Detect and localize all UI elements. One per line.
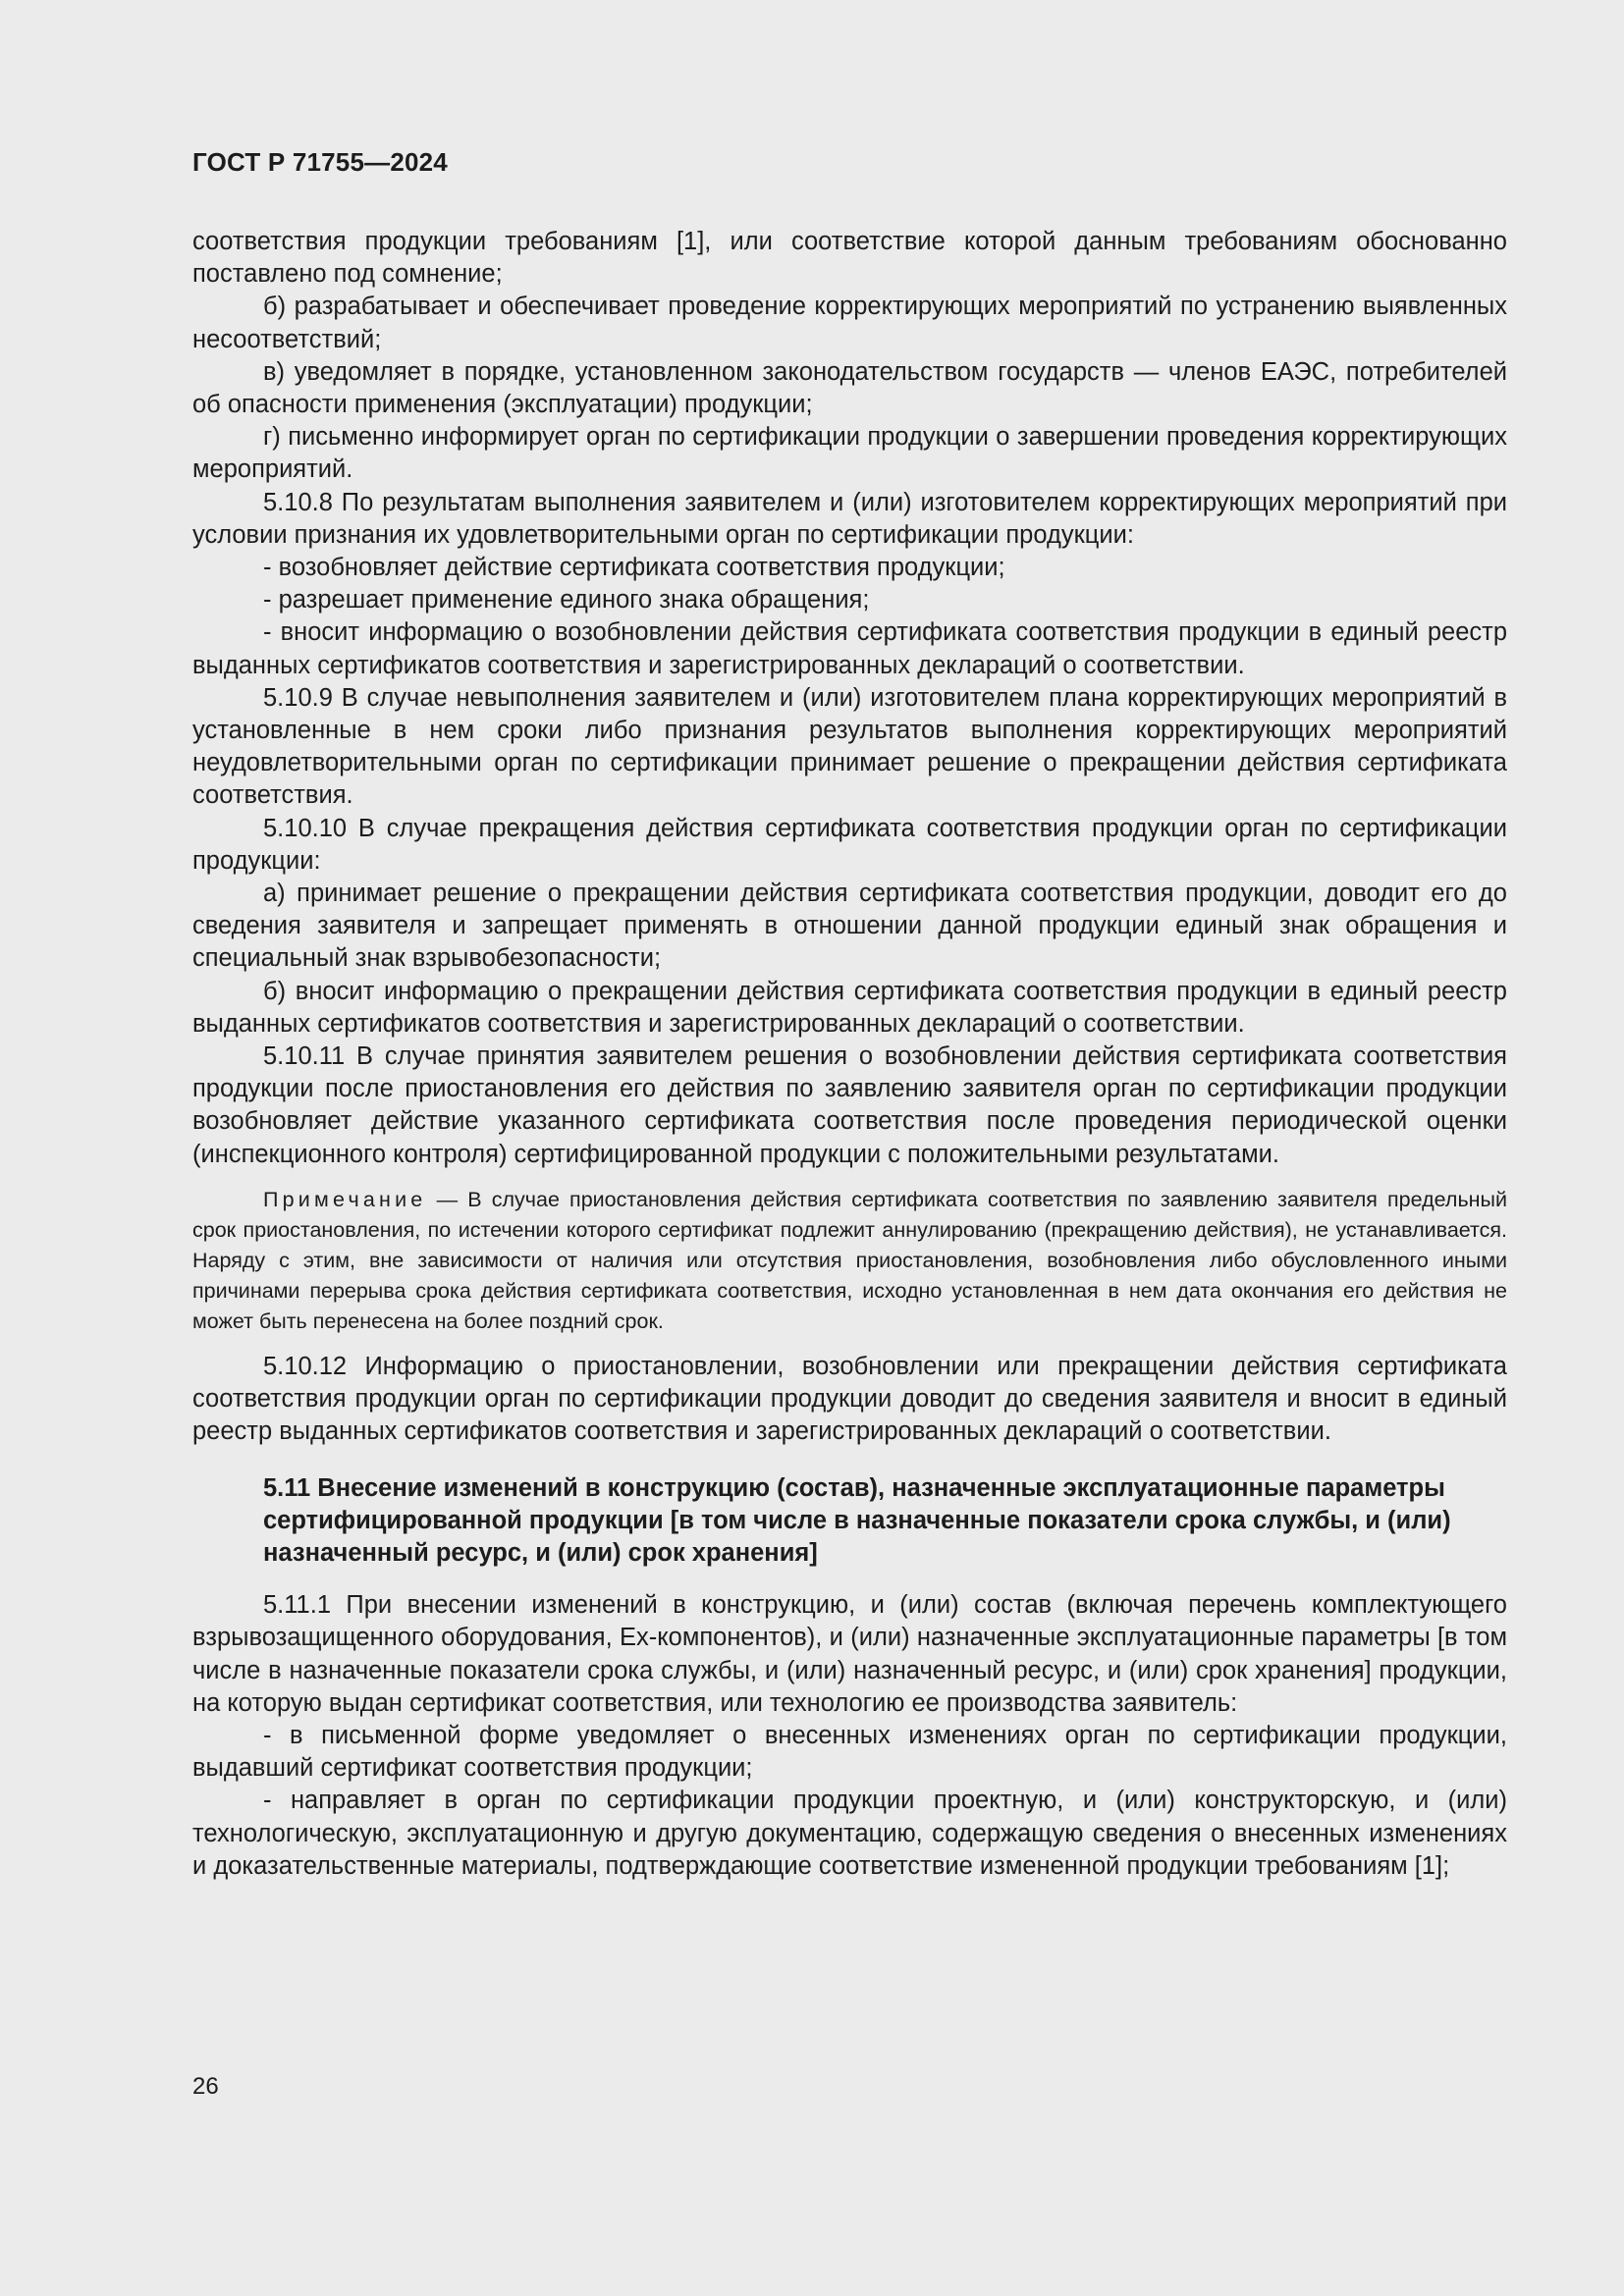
note (192, 1185, 1507, 1337)
document-body (192, 226, 1507, 1883)
list-item: - вносит информацию о возобновлении действия сертификата соответствия продукции в единый реестр выданных сертификатов соответствия и зарегистрированных деклараций о соответствии. (192, 618, 1507, 679)
paragraph: соответствия продукции требованиям [1], или соответствие которой данным требованиям обоснованно поставлено под сомнение; (192, 228, 1507, 289)
section-heading: 5.11 Внесение изменений в конструкцию (состав), назначенные эксплуатационные параметры сертифицированной продукции [в том числе в назначенные показатели срока службы, и (или) назначенный ресурс, и (или) срок хранения] (263, 1473, 1451, 1567)
note-label: Примечание (263, 1187, 427, 1211)
clause-5-10-11: 5.10.11 В случае принятия заявителем решения о возобновлении действия сертификата соответствия продукции после приостановления его действия по заявлению заявителя орган по сертификации продукции возобновляет действие указанного сертификата соответствия после проведения периодической оценки (инспекционного контроля) сертифицированной продукции с положительными результатами. (192, 1042, 1507, 1168)
clause-5-10-12: 5.10.12 Информацию о приостановлении, возобновлении или прекращении действия сертификата соответствия продукции орган по сертификации продукции доводит до сведения заявителя и вносит в единый реестр выданных сертификатов соответствия и зарегистрированных деклараций о соответствии. (192, 1352, 1507, 1446)
list-item: б) вносит информацию о прекращении действия сертификата соответствия продукции в единый реестр выданных сертификатов соответствия и зарегистрированных деклараций о соответствии. (192, 977, 1507, 1038)
clause-5-11-1: 5.11.1 При внесении изменений в конструкцию, и (или) состав (включая перечень комплектующего взрывозащищенного оборудования, Ex-компонентов), и (или) назначенные эксплуатационные параметры [в том числе в назначенные показатели срока службы, и (или) назначенный ресурс, и (или) срок хранения] продукции, на которую выдан сертификат соответствия, или технологию ее производства заявитель: (192, 1591, 1507, 1717)
list-item: - направляет в орган по сертификации продукции проектную, и (или) конструкторскую, и (или) технологическую, эксплуатационную и другую документацию, содержащую сведения о внесенных изменениях и доказательственные материалы, подтверждающие соответствие измененной продукции требованиям [1]; (192, 1787, 1507, 1880)
list-item: в) уведомляет в порядке, установленном законодательством государств — членов ЕАЭС, потребителей об опасности применения (эксплуатации) продукции; (192, 357, 1507, 419)
list-item: а) принимает решение о прекращении действия сертификата соответствия продукции, доводит его до сведения заявителя и запрещает применять в отношении данной продукции единый знак обращения и специальный знак взрывобезопасности; (192, 880, 1507, 973)
clause-5-10-10: 5.10.10 В случае прекращения действия сертификата соответствия продукции орган по сертификации продукции: (192, 814, 1507, 875)
list-item: б) разрабатывает и обеспечивает проведение корректирующих мероприятий по устранению выявленных несоответствий; (192, 293, 1507, 353)
clause-5-10-9: 5.10.9 В случае невыполнения заявителем и (или) изготовителем плана корректирующих мероприятий в установленные в нем сроки либо признания результатов выполнения корректирующих мероприятий неудовлетворительными орган по сертификации принимает решение о прекращении действия сертификата соответствия. (192, 683, 1507, 810)
list-item: - в письменной форме уведомляет о внесенных изменениях орган по сертификации продукции, выдавший сертификат соответствия продукции; (192, 1721, 1507, 1783)
page-number: 26 (192, 2073, 219, 2100)
note-text: — В случае приостановления действия сертификата соответствия по заявлению заявителя предельный срок приостановления, по истечении которого сертификат подлежит аннулированию (прекращению действия), не устанавливается. Наряду с этим, вне зависимости от наличия или отсутствия приостановления, возобновления либо обусловленного иными причинами перерыва срока действия сертификата соответствия, исходно установленная в нем дата окончания его действия не может быть перенесена на более поздний срок. (192, 1187, 1507, 1333)
list-item: г) письменно информирует орган по сертификации продукции о завершении проведения корректирующих мероприятий. (192, 423, 1507, 484)
page-header: ГОСТ Р 71755—2024 (192, 147, 448, 177)
list-item: - возобновляет действие сертификата соответствия продукции; (263, 554, 1005, 582)
list-item: - разрешает применение единого знака обращения; (263, 586, 870, 614)
clause-5-10-8: 5.10.8 По результатам выполнения заявителем и (или) изготовителем корректирующих мероприятий при условии признания их удовлетворительными орган по сертификации продукции: (192, 488, 1507, 549)
